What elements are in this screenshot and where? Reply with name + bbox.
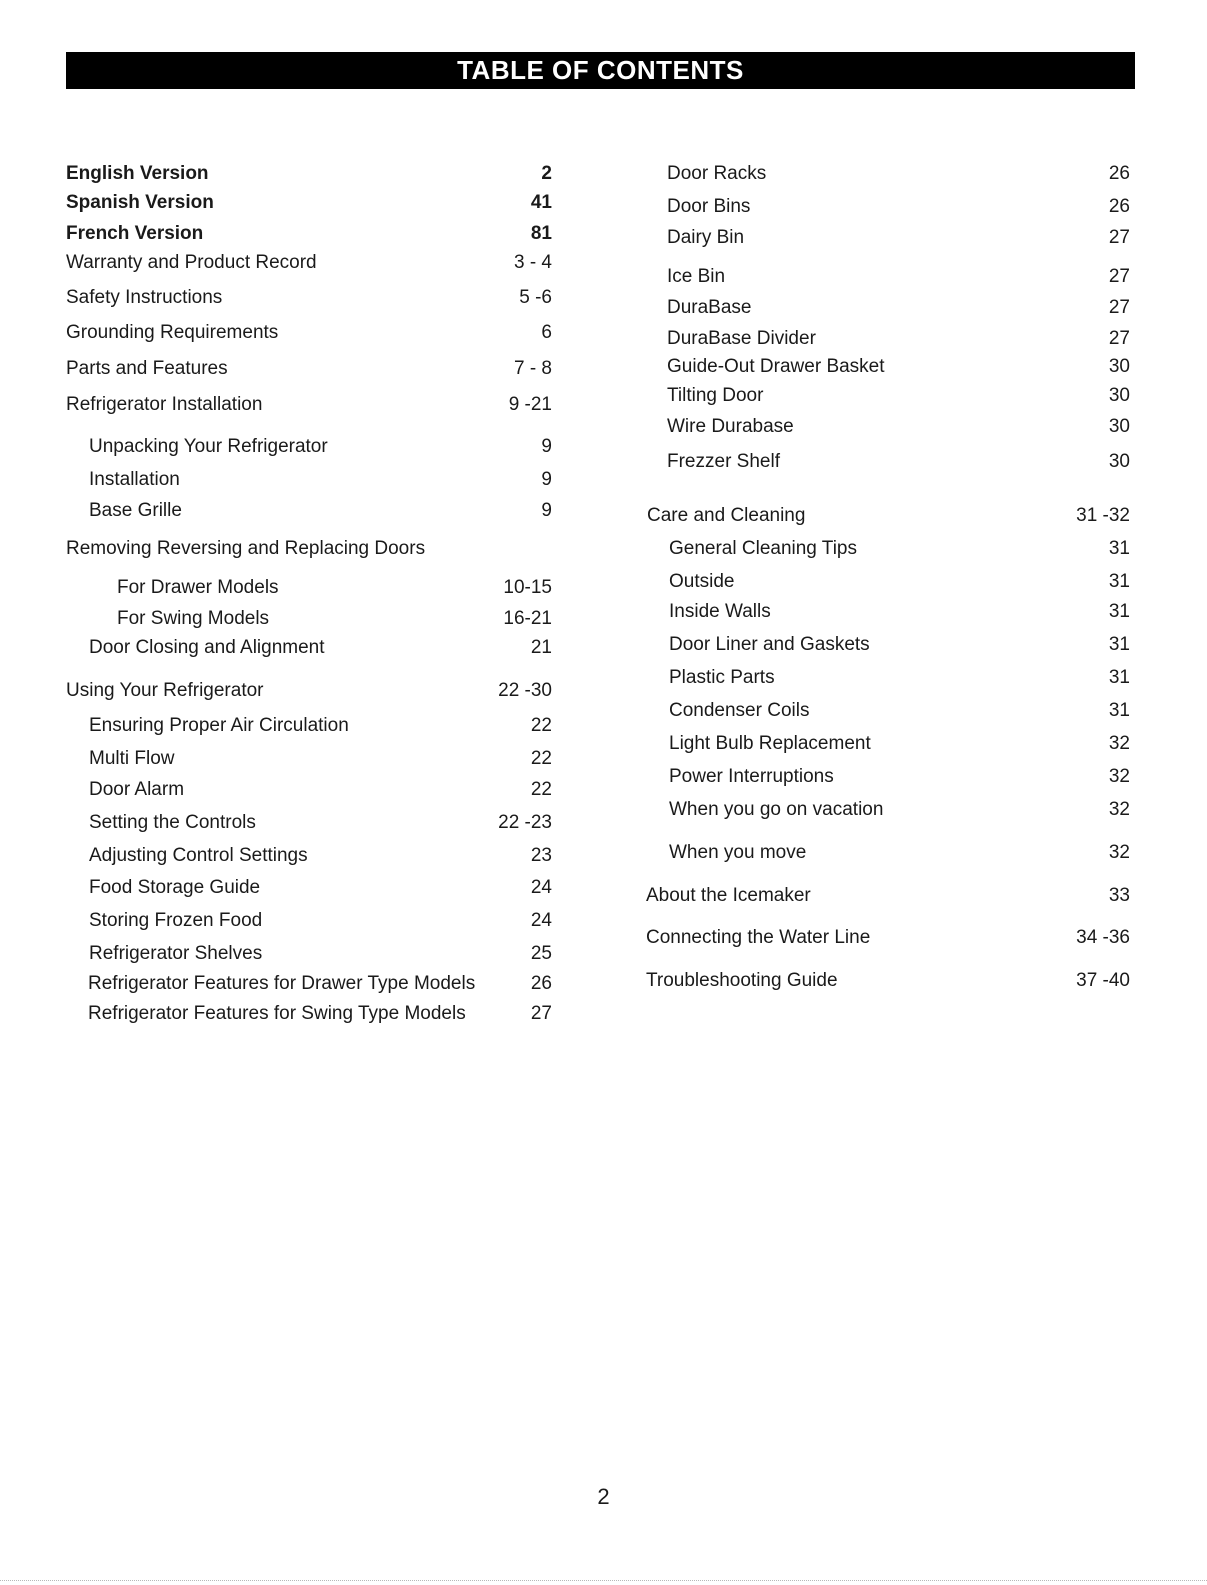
toc-entry-page: 21 — [530, 637, 552, 658]
toc-entry-page: 31 — [1108, 700, 1130, 721]
toc-entry-label: For Swing Models — [117, 608, 270, 629]
toc-entry-page: 31 — [1108, 538, 1130, 559]
toc-entry-page: 27 — [1108, 266, 1130, 287]
toc-entry-page: 23 — [530, 845, 552, 866]
toc-entry-label: Removing Reversing and Replacing Doors — [66, 538, 426, 559]
toc-entry — [669, 799, 1130, 821]
toc-entry-label: Parts and Features — [66, 358, 228, 379]
toc-entry-page: 33 — [1108, 885, 1130, 906]
toc-entry-label: When you move — [669, 842, 807, 863]
toc-entry — [667, 356, 1130, 378]
toc-entry — [667, 328, 1130, 350]
toc-entry-page: 31 -32 — [1076, 505, 1130, 526]
toc-entry-page: 9 — [541, 500, 552, 521]
toc-entry-label: Storing Frozen Food — [89, 910, 263, 931]
toc-entry-label: Unpacking Your Refrigerator — [89, 436, 328, 457]
toc-entry-label: French Version — [66, 223, 204, 244]
toc-entry-label: Light Bulb Replacement — [669, 733, 871, 754]
toc-entry-page: 3 - 4 — [513, 252, 552, 273]
toc-entry-label: General Cleaning Tips — [669, 538, 857, 559]
toc-entry-page: 27 — [530, 1003, 552, 1024]
toc-entry-page: 31 — [1108, 601, 1130, 622]
toc-entry — [669, 667, 1130, 689]
toc-entry-label: Multi Flow — [89, 748, 175, 769]
toc-entry-label: Door Liner and Gaskets — [669, 634, 870, 655]
toc-entry — [667, 385, 1130, 407]
toc-entry — [646, 885, 1130, 907]
toc-entry-page: 32 — [1108, 799, 1130, 820]
toc-entry-page: 30 — [1108, 451, 1130, 472]
toc-entry-page: 22 — [530, 748, 552, 769]
toc-entry-page: 31 — [1108, 667, 1130, 688]
toc-entry-label: Refrigerator Features for Drawer Type Models — [88, 973, 476, 994]
toc-entry-label: DuraBase Divider — [667, 328, 816, 349]
toc-entry-label: Plastic Parts — [669, 667, 775, 688]
toc-entry-label: Care and Cleaning — [647, 505, 806, 526]
toc-entry-label: Grounding Requirements — [66, 322, 279, 343]
toc-entry — [667, 297, 1130, 319]
toc-entry-label: Power Interruptions — [669, 766, 834, 787]
toc-entry-page: 26 — [1108, 163, 1130, 184]
page-number: 2 — [597, 1484, 610, 1509]
toc-entry — [647, 505, 1130, 527]
toc-entry-label: Guide-Out Drawer Basket — [667, 356, 885, 377]
toc-entry-page: 32 — [1108, 842, 1130, 863]
toc-entry-label: Ensuring Proper Air Circulation — [89, 715, 349, 736]
toc-entry-page: 27 — [1108, 227, 1130, 248]
toc-entry-label: Refrigerator Shelves — [89, 943, 263, 964]
toc-entry — [669, 634, 1130, 656]
toc-entry-page: 81 — [530, 223, 552, 244]
toc-entry — [669, 766, 1130, 788]
toc-entry — [667, 227, 1130, 249]
toc-entry-page: 30 — [1108, 416, 1130, 437]
toc-entry-label: When you go on vacation — [669, 799, 884, 820]
toc-entry-page: 25 — [530, 943, 552, 964]
toc-entry-page: 26 — [1108, 196, 1130, 217]
toc-entry-label: Food Storage Guide — [89, 877, 261, 898]
toc-entry — [667, 196, 1130, 218]
toc-entry-page: 24 — [530, 877, 552, 898]
toc-entry-label: About the Icemaker — [646, 885, 811, 906]
toc-entry-label: Tilting Door — [667, 385, 764, 406]
toc-entry — [669, 601, 1130, 623]
toc-entry — [667, 266, 1130, 288]
toc-entry-label: DuraBase — [667, 297, 752, 318]
toc-entry — [667, 451, 1130, 473]
toc-entry-page: 31 — [1108, 571, 1130, 592]
toc-entry — [669, 571, 1130, 593]
toc-entry-label: Frezzer Shelf — [667, 451, 780, 472]
toc-entry-page: 26 — [530, 973, 552, 994]
toc-entry-page: 2 — [541, 163, 552, 184]
toc-entry-page: 30 — [1108, 385, 1130, 406]
toc-entry-page: 22 — [530, 715, 552, 736]
bottom-rule — [0, 1580, 1207, 1581]
toc-entry-label: Door Alarm — [89, 779, 185, 800]
toc-entry-label: Using Your Refrigerator — [66, 680, 264, 701]
toc-entry-label: Condenser Coils — [669, 700, 810, 721]
page-title: TABLE OF CONTENTS — [457, 55, 744, 85]
toc-entry-page: 9 — [541, 436, 552, 457]
toc-entry — [669, 538, 1130, 560]
toc-entry-page: 24 — [530, 910, 552, 931]
toc-entry — [667, 416, 1130, 438]
toc-entry-label: Ice Bin — [667, 266, 726, 287]
toc-entry-label: Connecting the Water Line — [646, 927, 871, 948]
toc-entry-label: Safety Instructions — [66, 287, 223, 308]
toc-entry-page: 41 — [530, 192, 552, 213]
toc-entry-label: Troubleshooting Guide — [646, 970, 838, 991]
toc-entry-page: 32 — [1108, 766, 1130, 787]
toc-entry-page: 6 — [541, 322, 552, 343]
toc-entry-label: Dairy Bin — [667, 227, 745, 248]
toc-entry — [669, 842, 1130, 864]
toc-entry-label: Spanish Version — [66, 192, 214, 213]
toc-entry-label: Warranty and Product Record — [66, 252, 317, 273]
toc-entry-page: 22 — [530, 779, 552, 800]
toc-entry-page: 10-15 — [503, 577, 552, 598]
toc-entry-label: Door Closing and Alignment — [89, 637, 325, 658]
toc-entry-page: 22 -30 — [498, 680, 552, 701]
toc-entry-label: Refrigerator Features for Swing Type Models — [88, 1003, 466, 1024]
toc-entry-page: 16-21 — [503, 608, 552, 629]
toc-entry-page: 9 — [541, 469, 552, 490]
toc-entry-label: Inside Walls — [669, 601, 771, 622]
toc-entry — [669, 733, 1130, 755]
toc-entry — [646, 927, 1130, 949]
toc-entry-label: For Drawer Models — [117, 577, 279, 598]
toc-entry-page: 22 -23 — [498, 812, 552, 833]
toc-entry-page: 7 - 8 — [513, 358, 552, 379]
toc-entry-page: 30 — [1108, 356, 1130, 377]
toc-entry-label: English Version — [66, 163, 209, 184]
toc-entry-page: 9 -21 — [508, 394, 552, 415]
toc-entry-page: 27 — [1108, 297, 1130, 318]
toc-entry-label: Wire Durabase — [667, 416, 794, 437]
toc-entry-label: Door Bins — [667, 196, 751, 217]
toc-entry-page: 32 — [1108, 733, 1130, 754]
toc-entry-page: 5 -6 — [519, 287, 552, 308]
toc-entry — [646, 970, 1130, 992]
toc-entry — [667, 163, 1130, 185]
toc-entry-page: 27 — [1108, 328, 1130, 349]
toc-entry-label: Door Racks — [667, 163, 767, 184]
toc-entry-label: Base Grille — [89, 500, 182, 521]
toc-entry-label: Installation — [89, 469, 180, 490]
toc-entry-page: 34 -36 — [1076, 927, 1130, 948]
toc-entry-page: 31 — [1108, 634, 1130, 655]
toc-entry-label: Adjusting Control Settings — [89, 845, 308, 866]
toc-entry-label: Setting the Controls — [89, 812, 256, 833]
toc-entry-page: 37 -40 — [1076, 970, 1130, 991]
toc-entry-label: Refrigerator Installation — [66, 394, 263, 415]
toc-entry-label: Outside — [669, 571, 735, 592]
toc-entry — [669, 700, 1130, 722]
